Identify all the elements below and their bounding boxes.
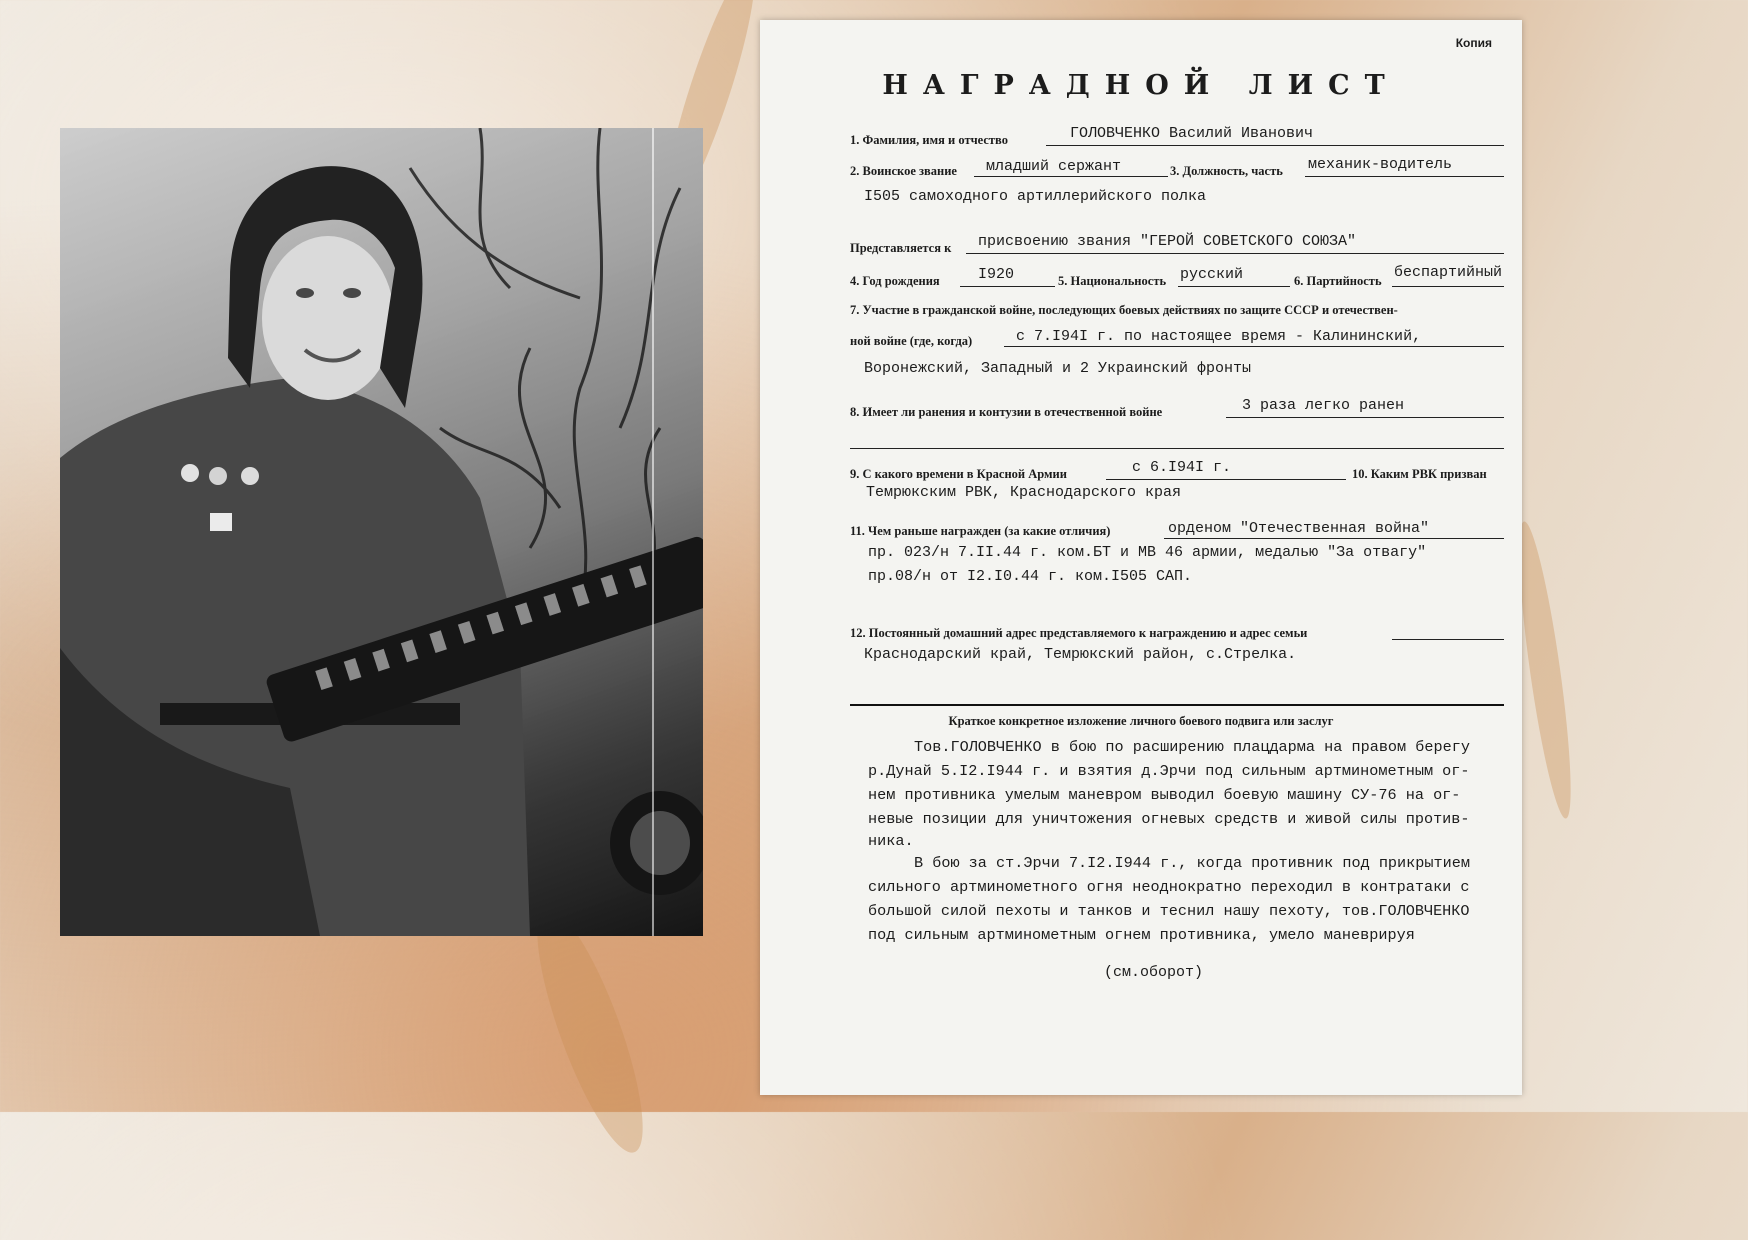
field-underline	[1392, 639, 1504, 640]
field-underline	[1392, 286, 1504, 287]
nomination-label: Представляется к	[850, 241, 952, 255]
section-divider	[850, 704, 1504, 706]
soldier-photo	[60, 128, 703, 936]
field-12-label: 12. Постоянный домашний адрес представляемого к награждению и адрес семьи	[850, 626, 1308, 640]
field-2-value: младший сержант	[986, 158, 1122, 175]
field-underline	[1178, 286, 1290, 287]
field-7-value-cont: Воронежский, Западный и 2 Украинский фронты	[864, 360, 1252, 377]
nomination-value: присвоению звания "ГЕРОЙ СОВЕТСКОГО СОЮЗА"	[978, 233, 1357, 250]
field-8-value: 3 раза легко ранен	[1242, 397, 1405, 414]
field-1-value: ГОЛОВЧЕНКО Василий Иванович	[1070, 125, 1314, 142]
summary-line: В бою за ст.Эрчи 7.I2.I944 г., когда противник под прикрытием	[914, 854, 1470, 872]
field-11-label: 11. Чем раньше награжден (за какие отличия)	[850, 524, 1111, 538]
field-4-value: I920	[978, 266, 1015, 283]
field-12-value: Краснодарский край, Темрюкский район, с.Стрелка.	[864, 646, 1297, 663]
field-underline	[960, 286, 1055, 287]
summary-line: под сильным артминометным огнем противника, умело маневрируя	[868, 926, 1415, 944]
field-10-label: 10. Каким РВК призван	[1352, 467, 1487, 481]
continued-overleaf-note: (см.оборот)	[1104, 964, 1204, 981]
summary-title: Краткое конкретное изложение личного боевого подвига или заслуг	[948, 714, 1334, 728]
field-10-value: Темрюкским РВК, Краснодарского края	[866, 484, 1182, 501]
field-underline	[1046, 145, 1504, 146]
field-5-label: 5. Национальность	[1058, 274, 1167, 288]
field-9-value: с 6.I94I г.	[1132, 459, 1232, 476]
field-underline	[1004, 346, 1504, 347]
field-11-value: орденом "Отечественная война"	[1168, 520, 1430, 537]
field-6-value: беспартийный	[1394, 264, 1503, 281]
field-9-label: 9. С какого времени в Красной Армии	[850, 467, 1067, 481]
summary-line: большой силой пехоты и танков и теснил нашу пехоту, тов.ГОЛОВЧЕНКО	[868, 902, 1470, 920]
summary-line: Тов.ГОЛОВЧЕНКО в бою по расширению плацдарма на правом берегу	[914, 738, 1470, 756]
field-7-label-cont: ной войне (где, когда)	[850, 334, 973, 348]
summary-line: р.Дунай 5.I2.I944 г. и взятия д.Эрчи под сильным артминометным ог-	[868, 762, 1470, 780]
summary-line: сильного артминометного огня неоднократно переходил в контратаки с	[868, 878, 1470, 896]
summary-line: невые позиции для уничтожения огневых средств и живой силы против-	[868, 810, 1470, 828]
field-11-value-line-2: пр. 023/н 7.II.44 г. ком.БТ и МВ 46 армии, медалью "За отвагу"	[868, 544, 1427, 561]
field-3-value: механик-водитель	[1308, 156, 1453, 173]
copy-mark: Копия	[1455, 36, 1492, 50]
summary-line: нем противника умелым маневром выводил боевую машину СУ-76 на ог-	[868, 786, 1461, 804]
summary-line: ника.	[868, 832, 914, 850]
field-underline	[850, 448, 1504, 449]
photo-crease	[652, 128, 654, 936]
field-11-value-line-3: пр.08/н от I2.I0.44 г. ком.I505 САП.	[868, 568, 1193, 585]
award-sheet	[760, 20, 1522, 1095]
field-underline	[1305, 176, 1504, 177]
field-2-label: 2. Воинское звание	[850, 164, 957, 178]
field-7-label: 7. Участие в гражданской войне, последующих боевых действиях по защите СССР и отечествен-	[850, 303, 1398, 317]
field-1-label: 1. Фамилия, имя и отчество	[850, 133, 1008, 147]
document-title: НАГРАДНОЙ ЛИСТ	[882, 70, 1400, 101]
field-4-label: 4. Год рождения	[850, 274, 940, 288]
field-7-value: с 7.I94I г. по настоящее время - Калининский,	[1016, 328, 1422, 345]
wheat-stalk-decoration	[517, 898, 662, 1163]
field-3-label: 3. Должность, часть	[1170, 164, 1283, 178]
field-underline	[966, 253, 1504, 254]
field-underline	[1106, 479, 1346, 480]
field-8-label: 8. Имеет ли ранения и контузии в отечественной войне	[850, 405, 1163, 419]
field-underline	[1226, 417, 1504, 418]
field-6-label: 6. Партийность	[1294, 274, 1382, 288]
field-underline	[974, 176, 1168, 177]
field-underline	[1164, 538, 1504, 539]
field-3-continuation: I505 самоходного артиллерийского полка	[864, 188, 1207, 205]
soldier-portrait-illustration	[60, 128, 703, 936]
field-5-value: русский	[1180, 266, 1244, 283]
